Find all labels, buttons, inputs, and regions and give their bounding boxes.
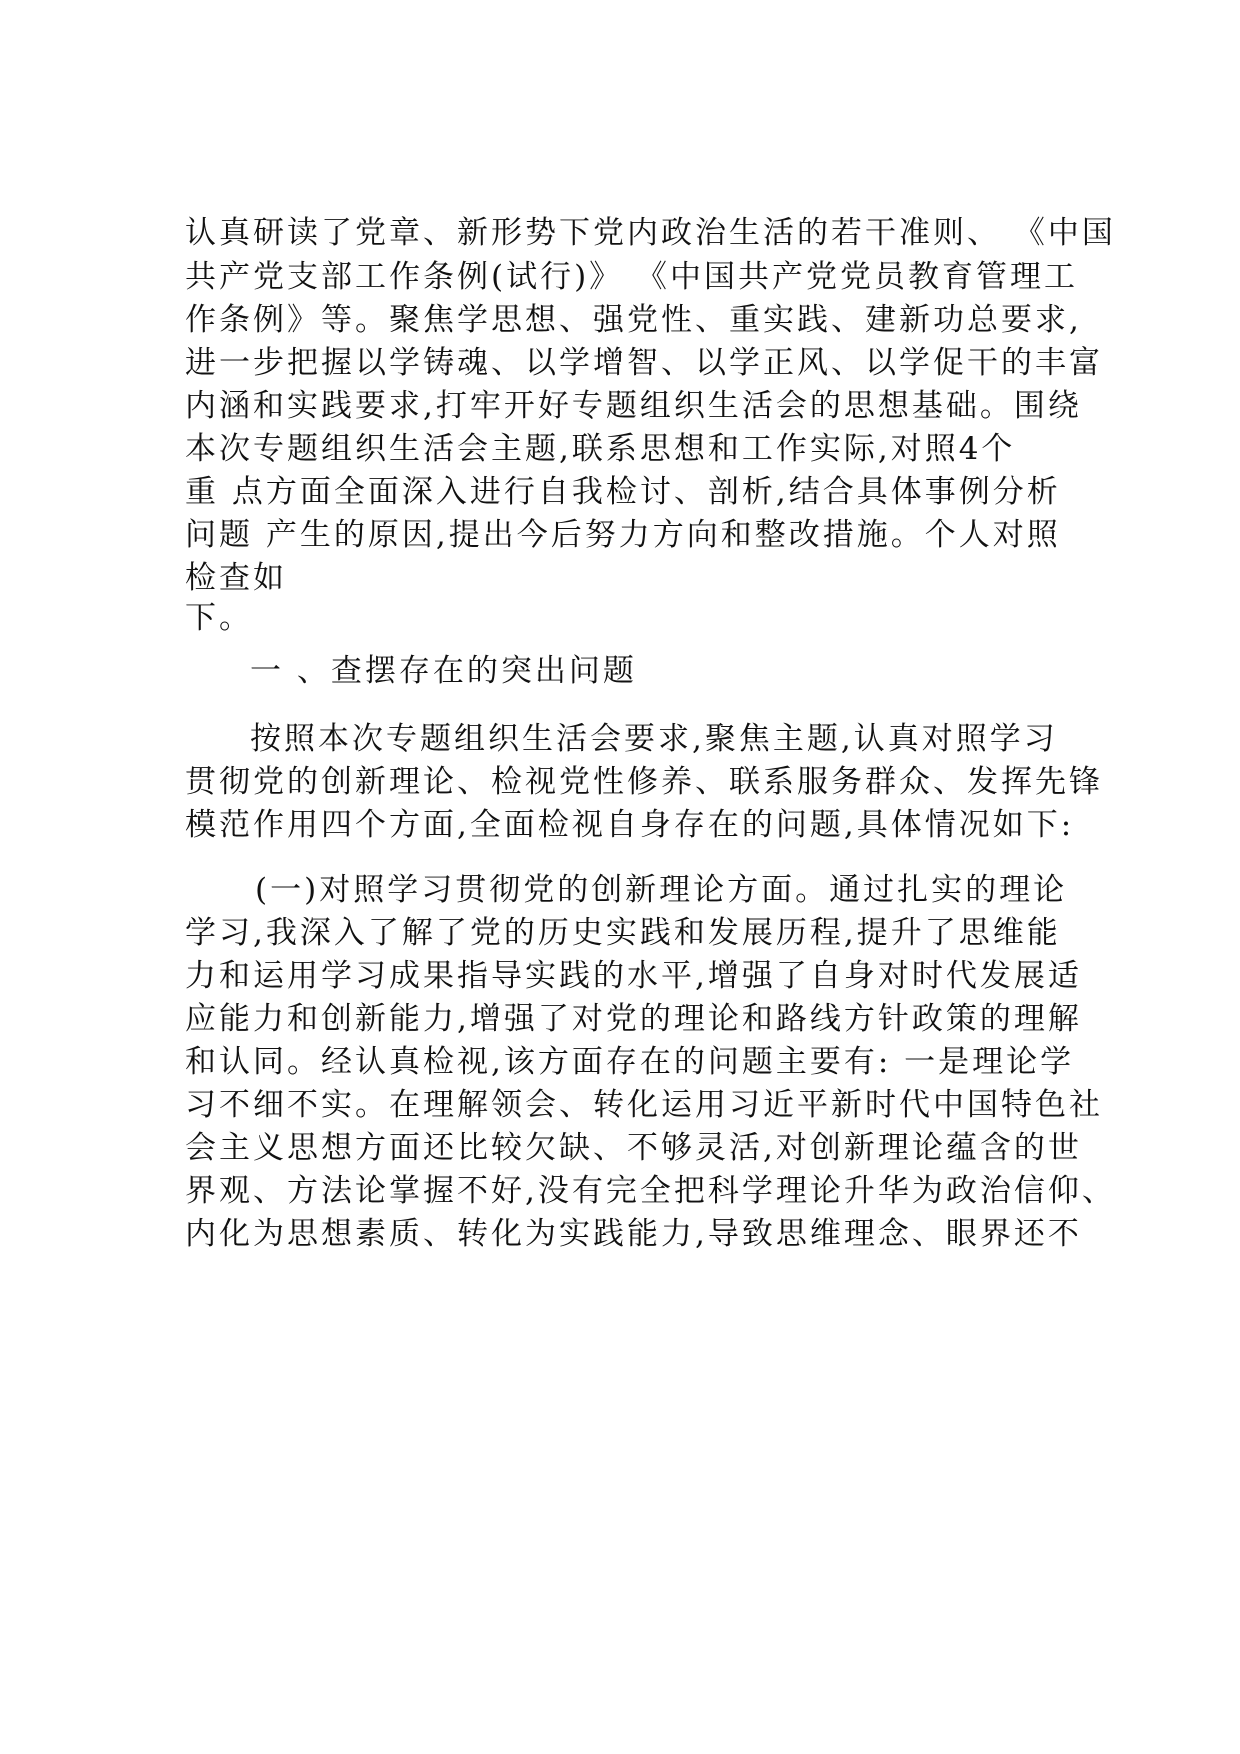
paragraph-3-line-4: 应能力和创新能力,增强了对党的理论和路线方针政策的理解	[185, 1001, 1082, 1037]
paragraph-1-line-4: 进一步把握以学铸魂、以学增智、以学正风、以学促干的丰富	[185, 345, 1103, 381]
paragraph-3-line-8: 界观、方法论掌握不好,没有完全把科学理论升华为政治信仰、	[185, 1173, 1116, 1209]
paragraph-1-line-6: 本次专题组织生活会主题,联系思想和工作实际,对照4个	[185, 431, 1016, 467]
paragraph-3-line-5: 和认同。经认真检视,该方面存在的问题主要有: 一是理论学	[185, 1044, 1075, 1080]
paragraph-1-line-5: 内涵和实践要求,打牢开好专题组织生活会的思想基础。围绕	[185, 388, 1082, 424]
paragraph-1-line-3: 作条例》等。聚焦学思想、强党性、重实践、建新功总要求,	[185, 302, 1082, 338]
paragraph-1-line-9: 检查如	[185, 560, 287, 596]
paragraph-1-line-10: 下。	[185, 600, 253, 636]
paragraph-2-line-2: 贯彻党的创新理论、检视党性修养、联系服务群众、发挥先锋	[185, 764, 1103, 800]
paragraph-3-line-3: 力和运用学习成果指导实践的水平,增强了自身对时代发展适	[185, 958, 1082, 994]
section-heading: 一 、查摆存在的突出问题	[250, 653, 637, 689]
paragraph-2-line-1: 按照本次专题组织生活会要求,聚焦主题,认真对照学习	[250, 721, 1058, 757]
paragraph-1-line-7: 重 点方面全面深入进行自我检讨、剖析,结合具体事例分析	[185, 474, 1061, 510]
paragraph-1-line-8: 问题 产生的原因,提出今后努力方向和整改措施。个人对照	[185, 517, 1061, 553]
paragraph-3-line-9: 内化为思想素质、转化为实践能力,导致思维理念、眼界还不	[185, 1216, 1082, 1252]
paragraph-2-line-3: 模范作用四个方面,全面检视自身存在的问题,具体情况如下:	[185, 807, 1075, 843]
paragraph-3-line-6: 习不细不实。在理解领会、转化运用习近平新时代中国特色社	[185, 1087, 1103, 1123]
paragraph-1-line-2: 共产党支部工作条例(试行)》 《中国共产党党员教育管理工	[185, 259, 1079, 295]
paragraph-3-line-7: 会主义思想方面还比较欠缺、不够灵活,对创新理论蕴含的世	[185, 1130, 1082, 1166]
paragraph-3-line-2: 学习,我深入了解了党的历史实践和发展历程,提升了思维能	[185, 915, 1061, 951]
paragraph-3-line-1: (一)对照学习贯彻党的创新理论方面。通过扎实的理论	[255, 872, 1068, 908]
paragraph-1-line-1: 认真研读了党章、新形势下党内政治生活的若干准则、 《中国	[185, 215, 1116, 251]
